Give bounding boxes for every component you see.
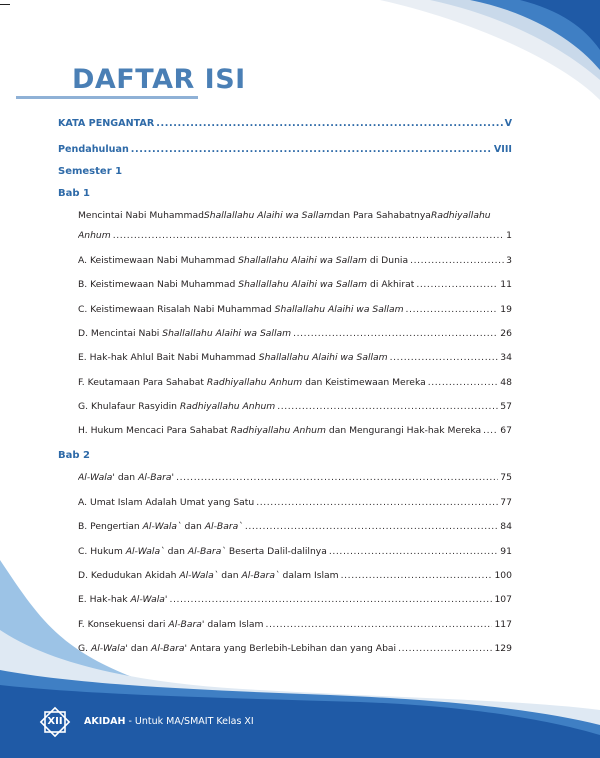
toc-page-number: 84 (500, 521, 512, 533)
toc-dots (428, 377, 499, 388)
toc-entry-italic: Al-Wala' (130, 594, 168, 606)
toc-entry-italic: Al-Wala` (125, 545, 165, 557)
toc-dots (416, 279, 498, 290)
toc-entry-italic: Al-Bara` (204, 521, 243, 533)
toc-page-number: 129 (494, 642, 512, 654)
toc-dots (483, 425, 498, 436)
toc-bab1-item[interactable] (78, 352, 512, 363)
toc-entry-italic: Al-Bara` (187, 545, 226, 557)
toc-entry-label (78, 425, 481, 436)
toc-bab1-item[interactable] (78, 279, 512, 290)
toc-entry-italic: Radhiyallahu Anhum (206, 376, 303, 388)
toc-entry-text: F. Konsekuensi dari (78, 618, 169, 630)
toc-entry-italic: Radhiyallahu Anhum (179, 400, 276, 412)
page-title: DAFTAR ISI (72, 64, 246, 95)
toc-entry-label (78, 546, 327, 557)
toc-page-number: 34 (500, 352, 512, 364)
toc-page-number: 48 (500, 376, 512, 388)
footer-caption: AKIDAH - Untuk MA/SMAIT Kelas XI (84, 716, 254, 727)
toc-entry-label (78, 401, 275, 412)
toc-entry-label (78, 279, 414, 290)
toc-entry-text: dalam Islam (204, 618, 264, 630)
toc-entry-text: G. Khulafaur Rasyidin (78, 400, 180, 412)
toc-entry-label (78, 255, 408, 266)
toc-entry-text: E. Hak-hak Ahlul Bait Nabi Muhammad (78, 352, 259, 364)
toc-bab1-item[interactable] (78, 255, 512, 266)
toc-page-number: 19 (500, 303, 512, 315)
toc-bab1-intro[interactable]: Anhum ..... 1 (78, 230, 512, 241)
toc-entry-text: D. Kedudukan Akidah (78, 569, 180, 581)
toc-bab1-intro-line1[interactable]: Mencintai Nabi Muhammad Shallallahu Alaihi wa Sallam dan Para Sahabatnya Radhiyallahu (78, 210, 491, 221)
toc-page-number: 57 (500, 400, 512, 412)
toc-entry-italic: Al-Bara' (151, 642, 188, 654)
toc-entry-text: di Dunia (366, 255, 409, 266)
toc-entry-label (78, 521, 243, 532)
toc-entry-label (78, 304, 404, 315)
toc-page-number: 26 (500, 327, 512, 339)
toc-entry-text: A. Keistimewaan Nabi Muhammad (78, 255, 239, 266)
toc-entry-text: B. Keistimewaan Nabi Muhammad (78, 279, 239, 291)
toc-bab2-intro[interactable]: Al-Wala' dan Al-Bara' ..... 75 (78, 472, 512, 483)
toc-entry-text: di Akhirat (367, 279, 415, 291)
toc-entry-text: dan (164, 545, 188, 557)
toc-entry-text: Antara yang Berlebih-Lebihan dan yang Abai (187, 642, 397, 654)
toc-bab2-item[interactable] (78, 546, 512, 557)
toc-page-number: 77 (500, 497, 512, 508)
toc-entry-italic: Al-Bara' (168, 618, 205, 630)
toc-entry-text: G. (78, 642, 91, 654)
toc-entry-text: dan (218, 569, 242, 581)
toc-entry-text: A. Umat Islam Adalah Umat yang Satu (78, 497, 255, 508)
toc-entry-italic: Shallallahu Alaihi wa Sallam (258, 352, 388, 364)
title-underline (16, 96, 198, 99)
toc-entry-text: dan Mengurangi Hak-hak Mereka (325, 425, 482, 437)
toc-entry-text: dan Keistimewaan Mereka (302, 376, 426, 388)
toc-entry-label (78, 352, 388, 363)
bab2-heading: Bab 2 (58, 450, 90, 461)
toc-entry-text: Beserta Dalil-dalilnya (225, 545, 327, 557)
toc-entry-italic: Al-Wala` (179, 569, 219, 581)
toc-dots (406, 304, 499, 315)
toc-bab1-item[interactable] (78, 304, 512, 315)
toc-entry-italic: Shallallahu Alaihi wa Sallam (238, 279, 368, 291)
toc-entry-text: dan (127, 642, 152, 654)
header-decoration (0, 0, 600, 120)
toc-entry-text: C. Hukum (78, 545, 126, 557)
toc-dots (293, 328, 498, 339)
toc-dots (277, 401, 498, 412)
semester-heading: Semester 1 (58, 166, 123, 177)
toc-bab1-item[interactable] (78, 377, 512, 388)
toc-dots (256, 497, 498, 508)
toc-entry-italic: Al-Wala' (90, 642, 128, 654)
toc-entry-text: B. Pengertian (78, 521, 143, 533)
toc-entry-italic: Al-Bara` (241, 569, 280, 581)
toc-entry-italic: Shallallahu Alaihi wa Sallam (274, 303, 404, 315)
toc-page-number: 107 (494, 594, 512, 606)
toc-entry-italic: Al-Wala` (142, 521, 182, 533)
toc-page-number: 100 (494, 569, 512, 581)
toc-pendahuluan[interactable]: Pendahuluan ..... VIII (58, 144, 512, 155)
toc-page-number: 67 (500, 425, 512, 437)
toc-kata-pengantar[interactable]: KATA PENGANTAR ..... V (58, 118, 512, 129)
toc-entry-italic: Shallallahu Alaihi wa Sallam (162, 327, 292, 339)
toc-bab1-item[interactable] (78, 328, 512, 339)
toc-page-number: 11 (500, 279, 512, 291)
toc-page-number: 3 (506, 255, 512, 266)
toc-entry-text: C. Keistimewaan Risalah Nabi Muhammad (78, 303, 275, 315)
toc-entry-label (78, 377, 426, 388)
footer-decoration (0, 560, 600, 758)
toc-page-number: 91 (500, 545, 512, 557)
toc-entry-text: dan (181, 521, 205, 533)
toc-entry-text: dalam Islam (279, 569, 339, 581)
toc-dots (245, 521, 498, 532)
toc-entry-italic: Shallallahu Alaihi wa Sallam (238, 255, 367, 266)
toc-entry-text: E. Hak-hak (78, 594, 131, 606)
toc-bab2-item[interactable] (78, 521, 512, 532)
toc-dots (329, 546, 498, 557)
toc-dots (410, 255, 504, 266)
toc-bab1-item[interactable] (78, 401, 512, 412)
bab1-heading: Bab 1 (58, 188, 90, 199)
toc-entry-text: D. Mencintai Nabi (78, 327, 163, 339)
toc-dots (390, 352, 499, 363)
toc-page-number: 117 (494, 618, 512, 630)
toc-entry-label (78, 328, 291, 339)
toc-bab1-item[interactable] (78, 425, 512, 436)
toc-entry-label (78, 497, 254, 508)
toc-bab2-item[interactable] (78, 497, 512, 508)
toc-entry-italic: Radhiyallahu Anhum (230, 425, 326, 437)
toc-entry-text: F. Keutamaan Para Sahabat (78, 376, 207, 388)
toc-entry-text: H. Hukum Mencaci Para Sahabat (78, 425, 231, 437)
page-number: XII (47, 716, 63, 727)
